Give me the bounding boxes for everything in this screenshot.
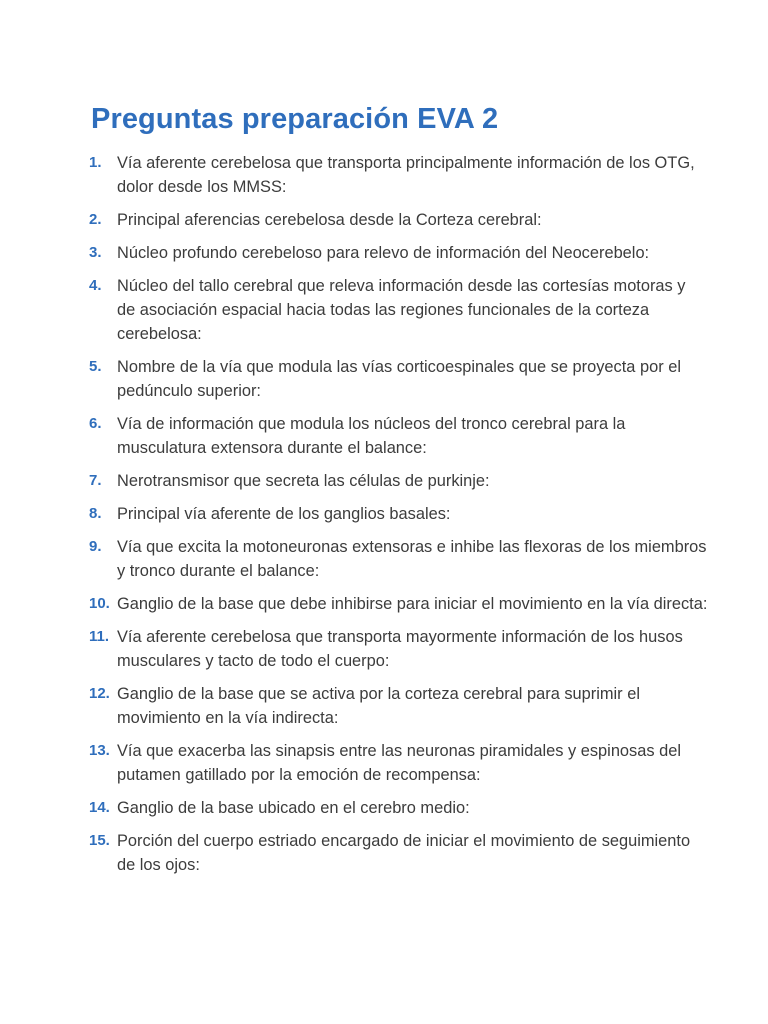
question-number: 6. [89,415,102,432]
question-item-1 [91,151,708,199]
question-number: 3. [89,244,102,261]
question-item-13 [91,739,708,787]
question-item-5 [91,355,708,403]
question-text: Núcleo del tallo cerebral que releva información desde las cortesías motoras y de asociación espacial hacia todas las regiones funcionales de la corteza cerebelosa: [117,277,686,343]
question-text: Ganglio de la base ubicado en el cerebro medio: [117,799,470,817]
question-list [91,151,708,877]
question-number: 1. [89,154,102,171]
question-text: Nombre de la vía que modula las vías corticoespinales que se proyecta por el pedúnculo superior: [117,358,681,400]
question-text: Porción del cuerpo estriado encargado de iniciar el movimiento de seguimiento de los ojos: [117,832,691,874]
question-number: 2. [89,211,102,228]
question-number: 9. [89,538,102,555]
question-number: 7. [89,472,102,489]
question-text: Ganglio de la base que debe inhibirse para iniciar el movimiento en la vía directa: [117,595,708,613]
question-item-14 [91,796,708,820]
question-text: Vía aferente cerebelosa que transporta mayormente información de los husos musculares y tacto de todo el cuerpo: [117,628,683,670]
question-number: 11. [89,628,110,645]
question-item-12 [91,682,708,730]
question-item-3 [91,241,708,265]
question-number: 13. [89,742,110,759]
question-item-8 [91,502,708,526]
question-item-4 [91,274,708,346]
question-item-7 [91,469,708,493]
question-text: Principal aferencias cerebelosa desde la Corteza cerebral: [117,211,542,229]
page-title: Preguntas preparación EVA 2 [91,103,499,135]
question-item-6 [91,412,708,460]
question-item-11 [91,625,708,673]
question-text: Vía que exacerba las sinapsis entre las neuronas piramidales y espinosas del putamen gatillado por la emoción de recompensa: [117,742,681,784]
question-number: 12. [89,685,110,702]
question-number: 10. [89,595,110,612]
question-text: Vía de información que modula los núcleos del tronco cerebral para la musculatura extensora durante el balance: [117,415,626,457]
question-item-10 [91,592,708,616]
question-text: Vía que excita la motoneuronas extensoras e inhibe las flexoras de los miembros y tronco durante el balance: [117,538,707,580]
question-text: Núcleo profundo cerebeloso para relevo de información del Neocerebelo: [117,244,650,262]
question-item-9 [91,535,708,583]
question-text: Nerotransmisor que secreta las células de purkinje: [117,472,490,490]
question-number: 15. [89,832,110,849]
question-number: 5. [89,358,102,375]
question-number: 4. [89,277,102,294]
question-text: Ganglio de la base que se activa por la corteza cerebral para suprimir el movimiento en la vía indirecta: [117,685,640,727]
question-item-2 [91,208,708,232]
question-item-15 [91,829,708,877]
question-text: Vía aferente cerebelosa que transporta principalmente información de los OTG, dolor desde los MMSS: [117,154,695,196]
question-number: 14. [89,799,110,816]
question-number: 8. [89,505,102,522]
question-text: Principal vía aferente de los ganglios basales: [117,505,451,523]
